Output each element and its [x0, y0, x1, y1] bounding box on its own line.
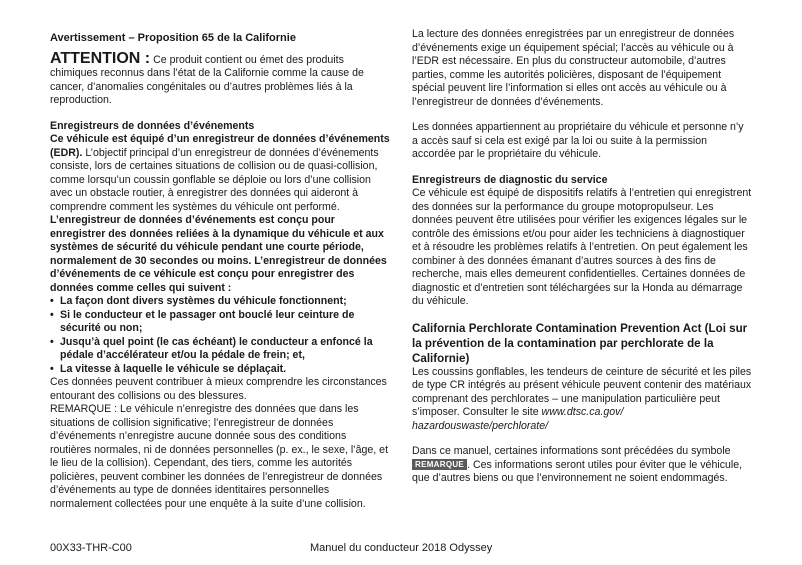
proposition-65-heading: Avertissement – Proposition 65 de la Californie — [50, 32, 296, 44]
attention-paragraph — [50, 49, 390, 108]
left-column — [50, 28, 390, 511]
edr-data-list — [50, 295, 390, 376]
data-ownership-paragraph: Les données appartiennent au propriétaire du véhicule et personne n’y a accès sauf si cela est exigé par la loi ou suite à la permission accordée par le propriétaire du véhicule. — [412, 121, 744, 160]
attention-label: ATTENTION : — [50, 49, 151, 67]
perchlorate-paragraph — [412, 366, 752, 434]
edr-bold-text: L’enregistreur de données d’événements est conçu pour enregistrer des données reliées à la dynamique du véhicule et aux systèmes de sécurité du véhicule pendant une courte période, normalement de 30 secondes ou moins. L’enregistreur de données d’événements de ce véhicule est conçu pour enregistrer des données comme celles qui suivent : — [50, 214, 387, 294]
manual-symbol-text-after: . Ces informations seront utiles pour éviter que le véhicule, que d’autres biens ou que l’environnement ne soient endommagés. — [412, 458, 743, 484]
edr-intro-bold: Ce véhicule est équipé d’un enregistreur de données d’événements (EDR). — [50, 133, 390, 159]
right-column — [412, 28, 752, 486]
list-item: • Jusqu’à quel point (le cas échéant) le conducteur a enfoncé la pédale d’accélérateur et/ou la pédale de frein; et, — [50, 336, 390, 363]
manual-symbol-text: Dans ce manuel, certaines informations sont précédées du symbole — [412, 445, 731, 457]
perchlorate-text: Les coussins gonflables, les tendeurs de ceinture de sécurité et les piles de type CR intégrés au présent véhicule peuvent contenir des matériaux comprenant des perchlorates – une manipulation particulière peut s’imposer. Consulter le site — [412, 365, 752, 418]
footer-manual-title: Manuel du conducteur 2018 Odyssey — [310, 542, 493, 554]
attention-text: Ce produit contient ou émet des produits chimiques reconnus dans l’état de la Californie comme la cause de cancer, d’anomalies congénitales ou d’autres problèmes liés à la reproduction. — [50, 53, 364, 106]
footer-document-code: 00X33-THR-C00 — [50, 542, 132, 554]
edr-intro-paragraph — [50, 133, 390, 295]
edr-intro-text: L’objectif principal d’un enregistreur de données d’événements consiste, lors de certaines situations de collision ou de quasi-collision, comme lorsqu’un coussin gonflable se déploie ou lors d’une collision avec un obstacle routier, à enregistrer des données qui aideront à comprendre comment les systèmes du véhicule ont performé. — [50, 146, 379, 213]
list-item: • Si le conducteur et le passager ont bouclé leur ceinture de sécurité ou non; — [50, 309, 390, 336]
diagnostic-paragraph: Ce véhicule est équipé de dispositifs relatifs à l’entretien qui enregistrent des données sur la performance du groupe motopropulseur. Les données peuvent être utilisées pour vérifier les exigences légales sur le contrôle des émissions et/ou pour aider les techniciens à diagnostiquer et à résoudre les problèmes relatifs à l’entretien. On peut également les combiner à des données émanant d’autres sources à des fins de recherche, mais elles demeurent confidentielles. Certaines données de diagnostic et d’entretien sont téléchargées sur la Honda au démarrage du véhicule. — [412, 187, 752, 307]
edr-reading-paragraph: La lecture des données enregistrées par un enregistreur de données d’événements exige un équipement spécial; l’accès au véhicule ou à l’EDR est nécessaire. En plus du constructeur automobile, d’autres parties, comme les autorités policières, disposant de l’équipement spécial peuvent lire l’information si elles ont accès au véhicule ou à l’enregistreur de données d’événements. — [412, 28, 735, 108]
edr-after-text: Ces données peuvent contribuer à mieux comprendre les circonstances entourant des collisions ou des blessures. — [50, 376, 387, 402]
perchlorate-url[interactable]: www.dtsc.ca.gov/ hazardouswaste/perchlorate/ — [412, 406, 624, 432]
list-item: • La façon dont divers systèmes du véhicule fonctionnent; — [50, 295, 390, 309]
edr-heading: Enregistreurs de données d’événements — [50, 119, 255, 132]
list-item: • La vitesse à laquelle le véhicule se déplaçait. — [50, 363, 390, 377]
diagnostic-heading: Enregistreurs de diagnostic du service — [412, 173, 608, 186]
perchlorate-heading: California Perchlorate Contamination Prevention Act (Loi sur la prévention de la contamination par perchlorate de la Californie) — [412, 321, 748, 365]
remarque-paragraph: REMARQUE : Le véhicule n’enregistre des données que dans les situations de collision significative; l’enregistreur de données d’événements n’enregistre aucune donnée sous des conditions routières normales, ni de données personnelles (p. ex., le sexe, l’âge, et le lieu de la collision). Cependant, des tiers, comme les autorités policières, peuvent combiner les données de l’enregistreur de données d’événements au type de données identitaires personnelles normalement collectées pour une enquête à la suite d’une collision. — [50, 403, 389, 510]
remarque-badge: REMARQUE — [412, 459, 467, 470]
manual-symbol-paragraph — [412, 445, 752, 486]
